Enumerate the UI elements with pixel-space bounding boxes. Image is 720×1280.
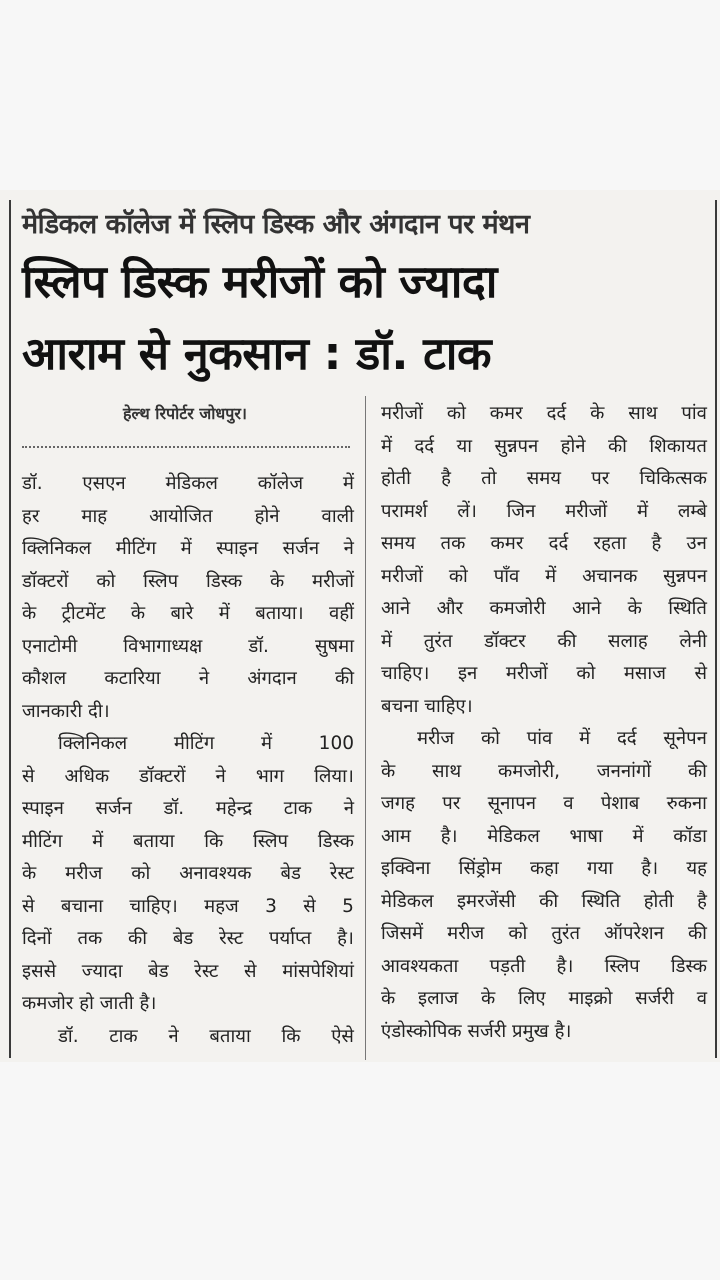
article-text-line: परामर्श लें। जिन मरीजों में लम्बे <box>381 500 707 522</box>
article-text-line: से अधिक डॉक्टरों ने भाग लिया। <box>22 765 354 787</box>
newspaper-clipping <box>0 190 720 1062</box>
right-column-rule <box>715 200 717 1058</box>
article-text-line: दिनों तक की बेड रेस्ट पर्याप्त है। <box>22 928 354 949</box>
article-text-line: चाहिए। इन मरीजों को मसाज से <box>381 663 707 684</box>
article-text-line: क्लिनिकल मीटिंग में स्पाइन सर्जन ने <box>22 538 354 559</box>
article-text-line: बचना चाहिए। <box>381 695 473 717</box>
article-text-line: इक्विना सिंड्रोम कहा गया है। यह <box>381 858 707 879</box>
article-text-line: डॉक्टरों को स्लिप डिस्क के मरीजों <box>22 570 354 592</box>
article-text-line: मरीजों को पाँव में अचानक सुन्नपन <box>381 565 707 587</box>
article-text-line: समय तक कमर दर्द रहता है उन <box>381 533 707 554</box>
article-text-line: आने और कमजोरी आने के स्थिति <box>381 598 707 619</box>
article-text-line: होती है तो समय पर चिकित्सक <box>381 468 707 489</box>
article-text-line: मेडिकल इमरजेंसी की स्थिति होती है <box>381 890 707 912</box>
article-text-line: के इलाज के लिए माइक्रो सर्जरी व <box>381 988 707 1009</box>
dotted-separator <box>22 446 350 448</box>
byline: हेल्थ रिपोर्टर जोधपुर। <box>123 404 247 423</box>
headline-line: आराम से नुकसान : डॉ. टाक <box>22 327 492 380</box>
headline-line: स्लिप डिस्क मरीजों को ज्यादा <box>22 255 497 308</box>
article-text-line: मरीजों को कमर दर्द के साथ पांव <box>381 403 707 424</box>
article-text-line: मीटिंग में बताया कि स्लिप डिस्क <box>22 830 354 852</box>
article-text-line: हर माह आयोजित होने वाली <box>22 505 354 527</box>
article-text-line: आम है। मेडिकल भाषा में कॉडा <box>381 825 707 847</box>
article-text-line: कमजोर हो जाती है। <box>22 993 157 1014</box>
article-text-line: में दर्द या सुन्नपन होने की शिकायत <box>381 435 707 457</box>
article-text-line: कौशल कटारिया ने अंगदान की <box>22 668 354 689</box>
article-text-line: स्पाइन सर्जन डॉ. महेन्द्र टाक ने <box>22 798 354 819</box>
article-text-line: जानकारी दी। <box>22 700 110 722</box>
kicker-headline: मेडिकल कॉलेज में स्लिप डिस्क और अंगदान पर मंथन <box>22 209 530 240</box>
article-text-line: डॉ. एसएन मेडिकल कॉलेज में <box>22 473 354 494</box>
article-text-line: डॉ. टाक ने बताया कि ऐसे <box>58 1025 354 1047</box>
article-text-line: जिसमें मरीज को तुरंत ऑपरेशन की <box>381 923 707 944</box>
article-text-line: में तुरंत डॉक्टर की सलाह लेनी <box>381 630 707 652</box>
main-headline <box>22 246 712 390</box>
column-divider <box>365 396 366 1060</box>
article-column-2 <box>381 398 707 1048</box>
article-text-line: के ट्रीटमेंट के बारे में बताया। वहीं <box>22 603 354 624</box>
article-text-line: आवश्यकता पड़ती है। स्लिप डिस्क <box>381 955 707 977</box>
article-text-line: एनाटोमी विभागाध्यक्ष डॉ. सुषमा <box>22 635 354 657</box>
left-column-rule <box>9 200 11 1058</box>
article-text-line: जगह पर सूनापन व पेशाब रुकना <box>381 793 707 814</box>
article-text-line: के साथ कमजोरी, जननांगों की <box>381 760 707 782</box>
article-text-line: इससे ज्यादा बेड रेस्ट से मांसपेशियां <box>22 960 354 982</box>
article-text-line: मरीज को पांव में दर्द सूनेपन <box>417 728 707 749</box>
article-text-line: के मरीज को अनावश्यक बेड रेस्ट <box>22 863 354 884</box>
article-text-line: क्लिनिकल मीटिंग में 100 <box>58 733 354 754</box>
article-column-1 <box>22 468 354 1053</box>
article-text-line: से बचाना चाहिए। महज 3 से 5 <box>22 895 354 917</box>
article-text-line: एंडोस्कोपिक सर्जरी प्रमुख है। <box>381 1020 572 1042</box>
